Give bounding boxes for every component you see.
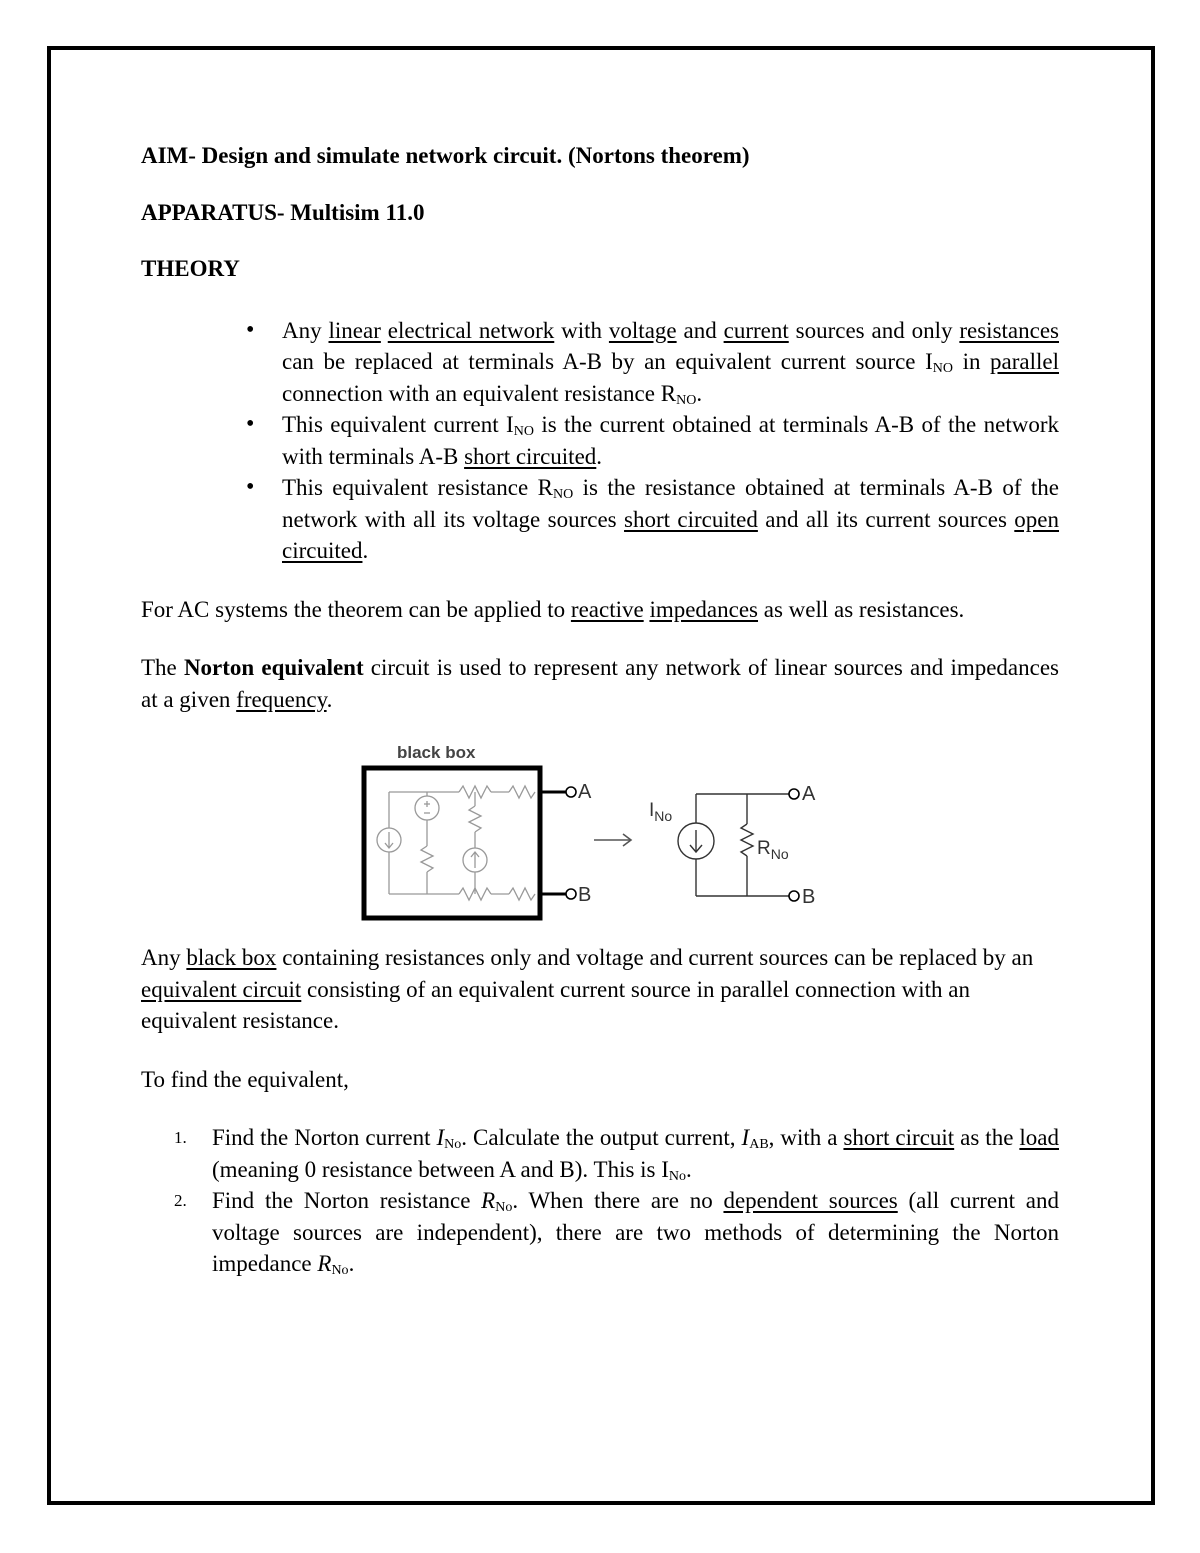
link-current: current (723, 317, 789, 343)
ac-systems-paragraph: For AC systems the theorem can be applied to reactive impedances as well as resistances. (141, 596, 965, 622)
link-black-box: black box (186, 945, 277, 970)
black-box-paragraph: Any black box containing resistances only and voltage and current sources can be replaced by an equivalent circuit consisting of an equivalent current source in parallel connection with an equivalent resistance. (141, 945, 1034, 1033)
black-box-label: black box (397, 743, 476, 762)
link-voltage: voltage (608, 317, 677, 343)
norton-terminal-a: A (802, 783, 816, 805)
step-item-1: Find the Norton current $I_{No}$. Calculate the output current, $I_{AB}$, with a short circuit as the load (meaning 0 resistance between A and B). This is $I_{No}$. (212, 1125, 1059, 1184)
link-resistances: resistances (959, 317, 1059, 343)
link-short-circuit: short circuit (843, 1125, 955, 1150)
link-parallel: parallel (990, 349, 1060, 374)
norton-terminal-b: B (802, 886, 816, 908)
step-item-2: Find the Norton resistance $R_{No}$. When there are no dependent sources (all current and voltage sources are independent), there are two methods of determining the Norton impedance $R_{No}$. (212, 1188, 1060, 1278)
theory-bullet-list (141, 315, 1059, 567)
link-electrical-network: electrical network (387, 317, 555, 343)
black-box-terminal-a: A (578, 781, 592, 803)
bullet-item-2: • This equivalent current $I_{NO}$ is the current obtained at terminals A-B of the network with terminals A-B short circuited. (282, 409, 1059, 472)
norton-current-label: $I_{No}$ (649, 800, 673, 824)
document-body (141, 140, 1059, 1280)
theory-heading: THEORY (141, 256, 240, 281)
link-linear: linear (328, 317, 381, 343)
link-equivalent-circuit: equivalent circuit (141, 976, 302, 1002)
link-load: load (1019, 1125, 1059, 1150)
black-box-internal-network (377, 786, 535, 900)
link-reactive: reactive (570, 596, 644, 622)
apparatus-heading: APPARATUS- Multisim 11.0 (141, 199, 425, 225)
norton-equivalent-circuit (678, 794, 789, 896)
link-dependent-sources: dependent sources (723, 1188, 898, 1213)
bullet-item-3: • This equivalent resistance $R_{NO}$ is the resistance obtained at terminals A-B of the network with all its voltage sources short circuited and all its current sources open circuited. (282, 472, 1059, 567)
bullet-item-1: • Any linear electrical network with voltage and current sources and only resistances can be replaced at terminals A-B by an equivalent current source $I_{NO}$ in parallel connection with an equivalent resistance $R_{NO}$. (282, 315, 1059, 410)
link-short-circuited: short circuited (464, 443, 597, 469)
link-open-circuited: open circuited (282, 506, 1060, 563)
to-find-paragraph: To find the equivalent, (141, 1066, 349, 1092)
transform-arrow (594, 834, 631, 846)
link-impedances: impedances (649, 596, 759, 622)
norton-equivalent-paragraph: The Norton equivalent circuit is used to represent any network of linear sources and impedances at a given frequency. (141, 655, 1060, 712)
black-box-terminal-b: B (578, 884, 592, 906)
link-short-circuited-2: short circuited (624, 506, 758, 532)
steps-list (141, 1122, 1059, 1280)
norton-resistance-label: $R_{No}$ (757, 838, 789, 862)
aim-heading: AIM- Design and simulate network circuit. (Nortons theorem) (141, 143, 750, 168)
norton-circuit-figure (141, 736, 1059, 926)
link-frequency: frequency (236, 686, 327, 712)
norton-circuit-diagram (359, 736, 859, 926)
